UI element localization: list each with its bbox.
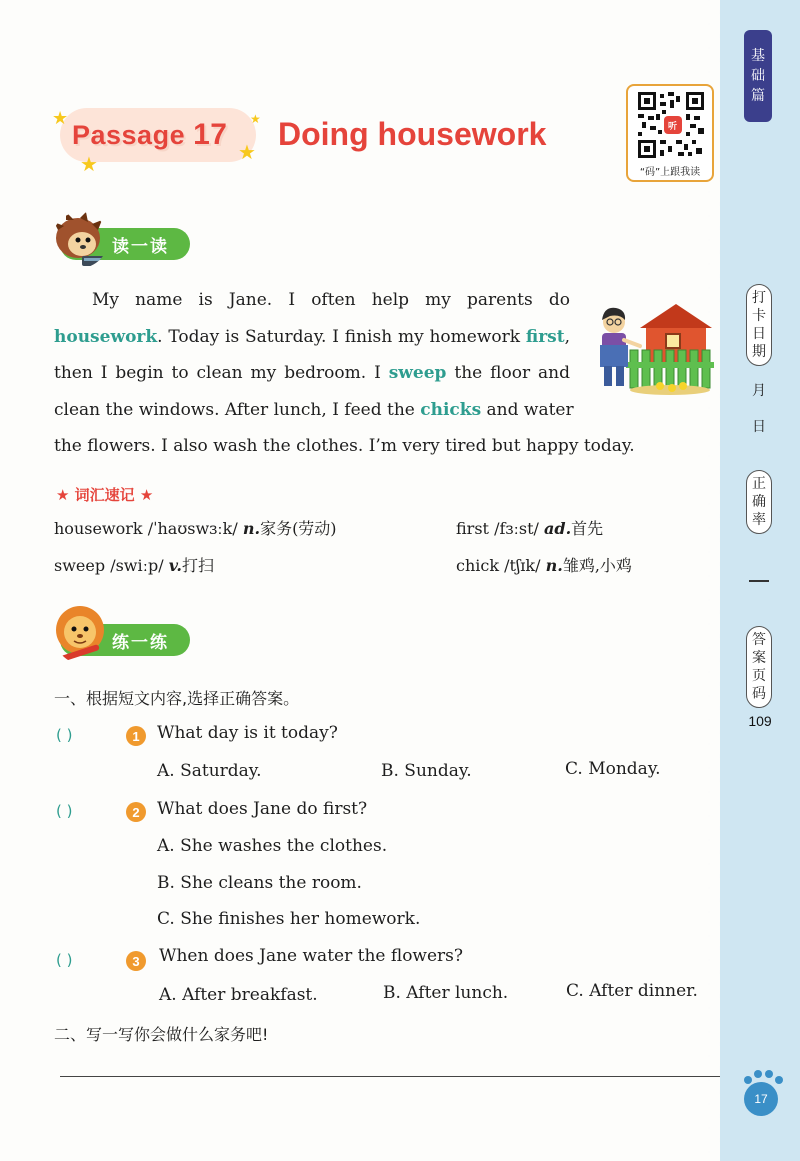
- question-number-2: 2: [126, 802, 146, 822]
- passage-line: [54, 428, 654, 465]
- page-title: Doing housework: [278, 116, 547, 152]
- keyword: housework: [54, 326, 158, 347]
- part-one-instruction: 一、根据短文内容,选择正确答案。: [54, 689, 300, 708]
- girl-feeding-chicks-illustration: [590, 300, 714, 396]
- star-icon: ★: [238, 140, 256, 164]
- question-3-text: When does Jane water the flowers?: [159, 946, 464, 966]
- passage-text: then I begin to clean my bedroom. I: [54, 363, 389, 383]
- qr-code-panel[interactable]: [626, 84, 714, 182]
- vocab-title: ★ 词汇速记 ★: [56, 486, 154, 504]
- reading-passage: [54, 282, 635, 465]
- passage-line: [54, 355, 570, 392]
- writing-answer-line[interactable]: [60, 1076, 720, 1077]
- paw-toe: [765, 1070, 773, 1078]
- passage-text: the flowers. I also wash the clothes. I’m very tired but happy today.: [54, 436, 635, 456]
- answer-blank-1[interactable]: ( ): [56, 726, 73, 744]
- answer-blank-3[interactable]: ( ): [56, 951, 73, 969]
- side-divider: [749, 580, 769, 582]
- question-1-text: What day is it today?: [157, 723, 338, 743]
- passage-text: . Today is Saturday. I finish my homework: [157, 326, 526, 347]
- paw-toe: [775, 1076, 783, 1084]
- q2-option-b[interactable]: B. She cleans the room.: [157, 873, 362, 893]
- keyword: chicks: [420, 399, 482, 420]
- passage-text: My name is Jane. I often help my parents do: [92, 290, 570, 310]
- page-number: 17: [744, 1082, 778, 1116]
- question-number-3: 3: [126, 951, 146, 971]
- lion-mascot-icon: [54, 604, 110, 664]
- accuracy-label: 正 确 率: [746, 470, 772, 534]
- read-section-badge: 读一读: [60, 228, 190, 260]
- paw-toe: [744, 1076, 752, 1084]
- qr-caption: “码”上跟我读: [639, 167, 701, 178]
- star-icon: ★: [80, 152, 98, 176]
- answer-blank-2[interactable]: ( ): [56, 802, 73, 820]
- q1-option-a[interactable]: A. Saturday.: [157, 761, 262, 781]
- q1-option-c[interactable]: C. Monday.: [565, 759, 661, 779]
- star-icon: ★: [52, 108, 69, 129]
- q2-option-c[interactable]: C. She finishes her homework.: [157, 909, 421, 929]
- vocab-item-chick: chick /tʃɪk/ n.雏鸡,小鸡: [456, 556, 632, 575]
- section-tab: 基 础 篇: [744, 30, 772, 122]
- day-label: 日: [752, 419, 766, 435]
- question-2-text: What does Jane do first?: [157, 799, 368, 819]
- q3-option-a[interactable]: A. After breakfast.: [159, 985, 318, 1005]
- vocab-item-first: first /fɜːst/ ad.首先: [456, 519, 604, 538]
- paw-toe: [754, 1070, 762, 1078]
- passage-line: [54, 282, 570, 319]
- q2-option-a[interactable]: A. She washes the clothes.: [157, 836, 388, 856]
- practice-section-badge: 练一练: [60, 624, 190, 656]
- answer-page-label: 答 案 页 码: [746, 626, 772, 708]
- part-two-instruction: 二、写一写你会做什么家务吧!: [54, 1025, 269, 1044]
- passage-line: [54, 392, 574, 429]
- question-number-1: 1: [126, 726, 146, 746]
- passage-label: Passage 17: [72, 118, 228, 151]
- month-label: 月: [752, 383, 766, 399]
- passage-text: clean the windows. After lunch, I feed the: [54, 399, 421, 420]
- q3-option-b[interactable]: B. After lunch.: [383, 983, 509, 1003]
- keyword: sweep: [388, 363, 447, 383]
- keyword: first: [525, 326, 565, 347]
- q3-option-c[interactable]: C. After dinner.: [566, 981, 698, 1001]
- hedgehog-mascot-icon: [52, 212, 108, 268]
- passage-text: the floor and: [446, 363, 570, 383]
- listen-badge: 听: [668, 122, 678, 132]
- star-icon: ★: [250, 112, 261, 126]
- answer-page-number: 109: [748, 713, 772, 729]
- passage-text: and water: [481, 399, 574, 420]
- passage-text: ,: [564, 326, 570, 347]
- vocab-item-housework: housework /ˈhaʊswɜːk/ n.家务(劳动): [54, 519, 337, 538]
- vocab-item-sweep: sweep /swiːp/ v.打扫: [54, 556, 214, 575]
- checkin-date-label: 打 卡 日 期: [746, 284, 772, 366]
- q1-option-b[interactable]: B. Sunday.: [381, 761, 472, 781]
- passage-line: [54, 319, 570, 356]
